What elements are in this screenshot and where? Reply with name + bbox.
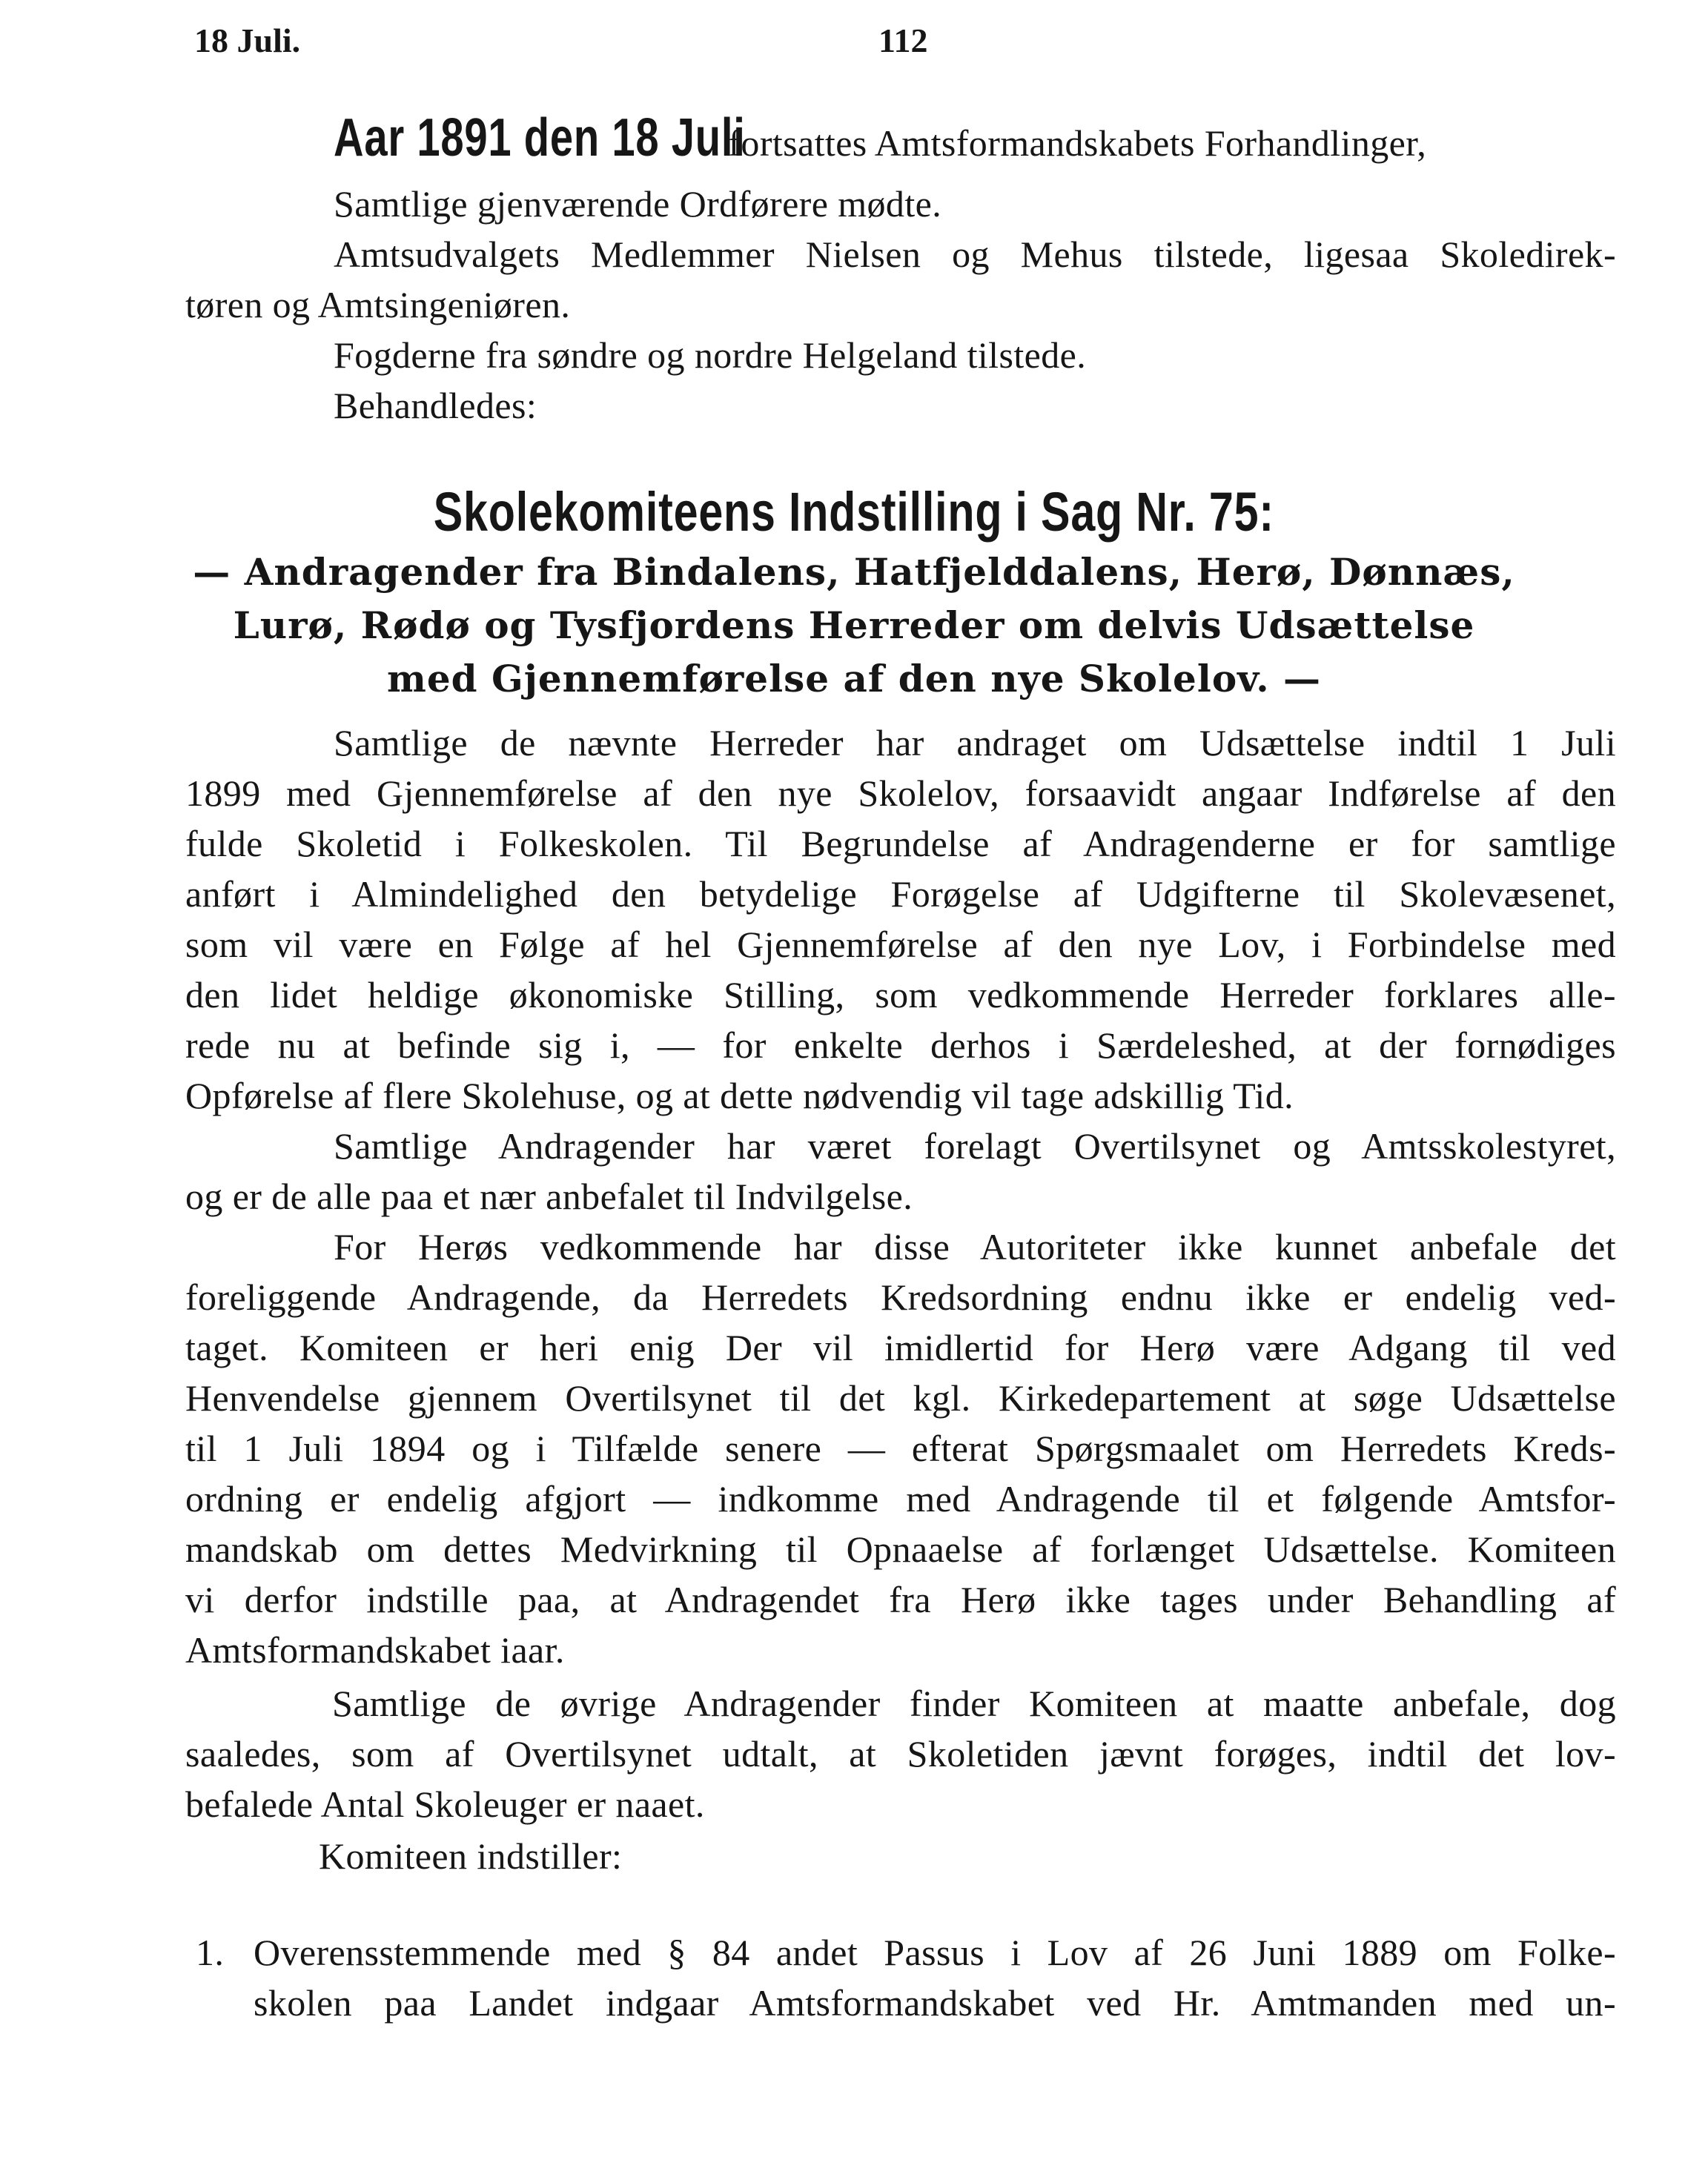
paragraph-line: til 1 Juli 1894 og i Tilfælde senere — efterat Spørgsmaalet om Herredets Kreds- bbox=[185, 1428, 1616, 1469]
paragraph-line: Samtlige Andragender har været forelagt Overtilsynet og Amtsskolestyret, bbox=[334, 1125, 1616, 1167]
list-item-line: Overensstemmende med § 84 andet Passus i Lov af 26 Juni 1889 om Folke- bbox=[254, 1932, 1616, 1973]
opening-line: Samtlige gjenværende Ordførere mødte. bbox=[334, 183, 942, 225]
list-item-number: 1. bbox=[196, 1932, 225, 1973]
paragraph bbox=[185, 1678, 1616, 1829]
paragraph-line: mandskab om dettes Medvirkning til Opnaaelse af forlænget Udsættelse. Komiteen bbox=[185, 1528, 1616, 1570]
recommendation-intro-text: Komiteen indstiller: bbox=[319, 1835, 623, 1877]
opening-line: Fogderne fra søndre og nordre Helgeland tilstede. bbox=[334, 334, 1087, 376]
opening-line: Behandledes: bbox=[334, 385, 537, 426]
paragraph-line: fulde Skoletid i Folkeskolen. Til Begrundelse af Andragenderne er for samtlige bbox=[185, 823, 1616, 864]
paragraph-line: anført i Almindelighed den betydelige Forøgelse af Udgifterne til Skolevæsenet, bbox=[185, 873, 1616, 915]
paragraph-line: foreliggende Andragende, da Herredets Kredsordning endnu ikke er endelig ved- bbox=[185, 1276, 1616, 1318]
section-subtitle-line: Lurø, Rødø og Tysfjordens Herreder om delvis Udsættelse bbox=[233, 603, 1475, 647]
paragraph bbox=[185, 1222, 1616, 1675]
paragraph-line: som vil være en Følge af hel Gjennemførelse af den nye Lov, i Forbindelse med bbox=[185, 924, 1616, 965]
opening-line: Amtsudvalgets Medlemmer Nielsen og Mehus tilstede, ligesaa Skoledirek- bbox=[334, 233, 1616, 275]
paragraph-line: ordning er endelig afgjort — indkomme med Andragende til et følgende Amtsfor- bbox=[185, 1478, 1616, 1520]
opening-first-line bbox=[185, 102, 1616, 179]
opening-heading: Aar 1891 den 18 Juli bbox=[334, 108, 746, 168]
paragraph-line: og er de alle paa et nær anbefalet til Indvilgelse. bbox=[185, 1176, 913, 1217]
paragraph-line: taget. Komiteen er heri enig Der vil imidlertid for Herø være Adgang til ved bbox=[185, 1327, 1616, 1368]
paragraph-line: Amtsformandskabet iaar. bbox=[185, 1629, 565, 1671]
section-subtitle-line: — Andragender fra Bindalens, Hatfjelddalens, Herø, Dønnæs, bbox=[193, 550, 1515, 594]
paragraph-line: befalede Antal Skoleuger er naaet. bbox=[185, 1783, 705, 1825]
paragraph-line: vi derfor indstille paa, at Andragendet fra Herø ikke tages under Behandling af bbox=[185, 1579, 1616, 1620]
paragraph-line: Henvendelse gjennem Overtilsynet til det kgl. Kirkedepartement at søge Udsættelse bbox=[185, 1377, 1616, 1419]
list-item bbox=[196, 1927, 1616, 2028]
paragraph bbox=[185, 1121, 1616, 1222]
opening-line1-rest: fortsattes Amtsformandskabets Forhandlinger, bbox=[728, 122, 1427, 164]
opening-line: tøren og Amtsingeniøren. bbox=[185, 284, 571, 325]
list-item-line: skolen paa Landet indgaar Amtsformandskabet ved Hr. Amtmanden med un- bbox=[254, 1982, 1616, 2024]
recommendation-intro bbox=[185, 1831, 1616, 1881]
paragraph-line: saaledes, som af Overtilsynet udtalt, at Skoletiden jævnt forøges, indtil det lov- bbox=[185, 1733, 1616, 1775]
paragraph-line: 1899 med Gjennemførelse af den nye Skolelov, forsaavidt angaar Indførelse af den bbox=[185, 772, 1616, 814]
paragraph-line: den lidet heldige økonomiske Stilling, som vedkommende Herreder forklares alle- bbox=[185, 974, 1616, 1015]
page-number: 112 bbox=[878, 21, 928, 59]
section-subtitle-line: med Gjennemførelse af den nye Skolelov. — bbox=[386, 657, 1322, 700]
paragraph-line: Samtlige de øvrige Andragender finder Komiteen at maatte anbefale, dog bbox=[332, 1683, 1616, 1724]
paragraph-line: rede nu at befinde sig i, — for enkelte derhos i Særdeleshed, at der fornødiges bbox=[185, 1024, 1616, 1066]
opening-block bbox=[185, 102, 1616, 431]
section-title-text: Skolekomiteens Indstilling i Sag Nr. 75: bbox=[433, 481, 1275, 543]
paragraph-line: For Herøs vedkommende har disse Autoriteter ikke kunnet anbefale det bbox=[334, 1226, 1616, 1268]
section-title bbox=[0, 480, 1708, 543]
paragraph-line: Samtlige de nævnte Herreder har andraget om Udsættelse indtil 1 Juli bbox=[334, 722, 1616, 763]
paragraph-line: Opførelse af flere Skolehuse, og at dette nødvendig vil tage adskillig Tid. bbox=[185, 1075, 1294, 1116]
running-head-date: 18 Juli. bbox=[194, 21, 301, 59]
paragraph bbox=[185, 718, 1616, 1121]
